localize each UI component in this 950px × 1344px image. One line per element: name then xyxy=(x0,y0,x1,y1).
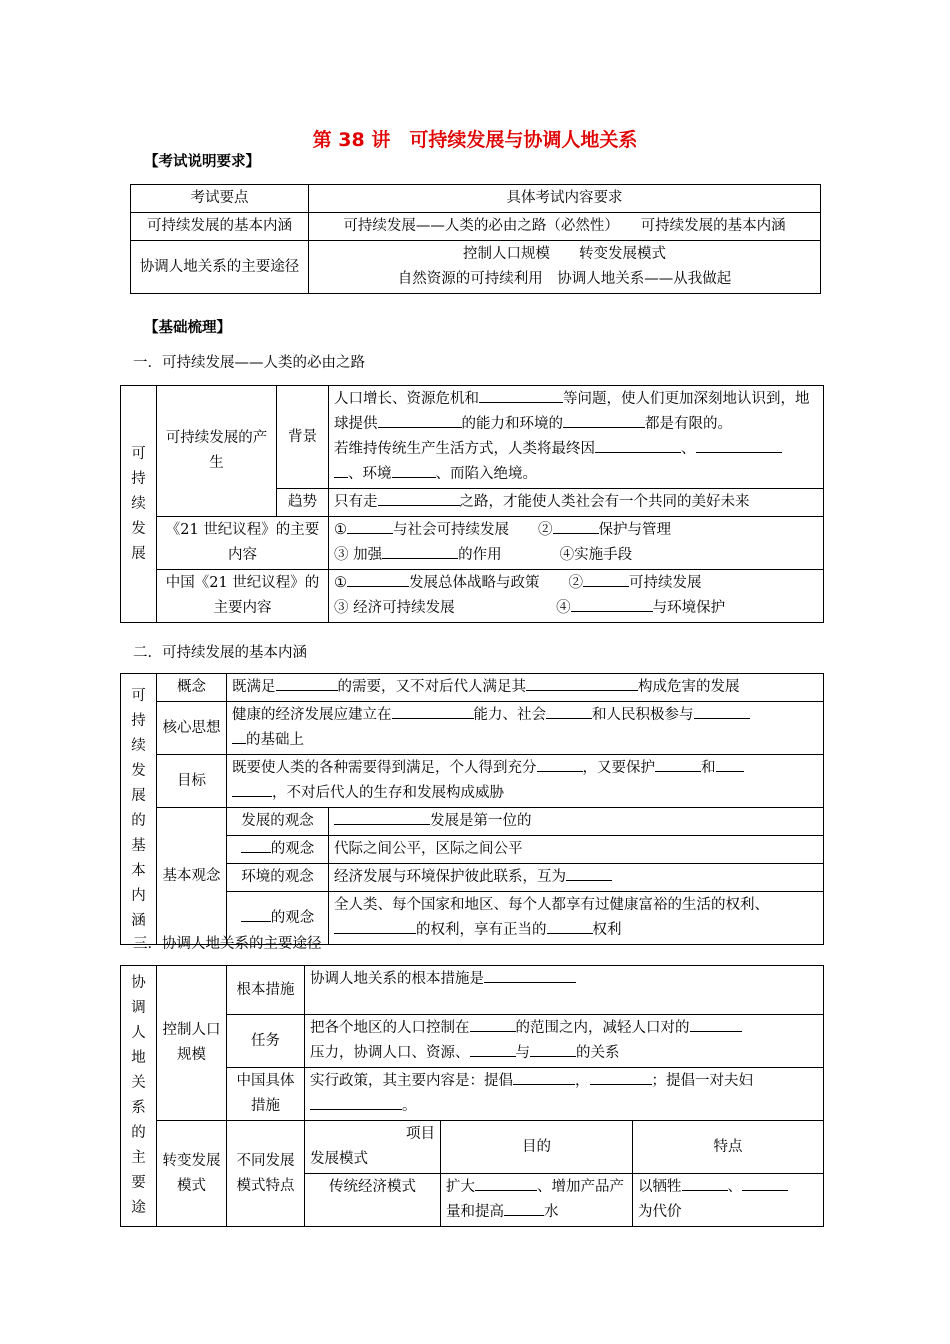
t1-china-agenda-label: 中国《21 世纪议程》的主要内容 xyxy=(157,570,329,623)
t1-trend-label: 趋势 xyxy=(277,489,329,517)
t2-fair-label: 的观念 xyxy=(227,836,329,864)
coordination-table xyxy=(120,965,824,1227)
blank[interactable] xyxy=(655,757,701,772)
blank[interactable] xyxy=(382,544,458,559)
exam-table xyxy=(130,184,821,294)
t1-origin-label: 可持续发展的产生 xyxy=(157,386,277,517)
blank[interactable] xyxy=(694,704,750,719)
exam-content-2-line1: 控制人口规模 转变发展模式 xyxy=(463,246,666,262)
blank[interactable] xyxy=(513,1070,575,1085)
t2-goal-label: 目标 xyxy=(157,755,227,808)
t3-task-label: 任务 xyxy=(227,1015,305,1068)
exam-point-2: 协调人地关系的主要途径 xyxy=(131,241,309,294)
blank[interactable] xyxy=(526,676,638,691)
t1-background-label: 背景 xyxy=(277,386,329,489)
t3-traditional-purpose: 扩大 、增加产品产量和提高 水 xyxy=(441,1174,633,1227)
blank[interactable] xyxy=(716,757,744,772)
t2-basic-label: 基本观念 xyxy=(157,808,227,945)
blank[interactable] xyxy=(742,1176,788,1191)
t2-x-label: 的观念 xyxy=(227,892,329,945)
blank[interactable] xyxy=(566,866,612,881)
t1-trend-content: 只有走 之路，才能使人类社会有一个共同的美好未来 xyxy=(329,489,824,517)
blank[interactable] xyxy=(334,463,348,478)
blank[interactable] xyxy=(546,704,592,719)
t2-dev-content: 发展是第一位的 xyxy=(329,808,824,836)
t3-purpose-header: 目的 xyxy=(441,1121,633,1174)
blank[interactable] xyxy=(232,729,246,744)
t1-agenda-label: 《21 世纪议程》的主要内容 xyxy=(157,517,329,570)
exam-table-header-content: 具体考试内容要求 xyxy=(309,185,821,213)
t3-china-label: 中国具体措施 xyxy=(227,1068,305,1121)
blank[interactable] xyxy=(241,907,271,922)
blank[interactable] xyxy=(378,491,460,506)
t2-concept-content: 既满足 的需要，又不对后代人满足其 构成危害的发展 xyxy=(227,674,824,702)
blank[interactable] xyxy=(690,1017,742,1032)
blank[interactable] xyxy=(310,1095,402,1110)
t2-dev-label: 发展的观念 xyxy=(227,808,329,836)
blank[interactable] xyxy=(241,838,271,853)
blank[interactable] xyxy=(392,704,474,719)
blank[interactable] xyxy=(595,438,681,453)
blank[interactable] xyxy=(470,1017,516,1032)
blank[interactable] xyxy=(696,438,782,453)
exam-content-2 xyxy=(309,241,821,294)
blank[interactable] xyxy=(334,810,430,825)
t3-item-mode-header xyxy=(305,1121,441,1174)
blank[interactable] xyxy=(479,388,563,403)
t3-china-content: 实行政策，其主要内容是：提倡 ， ；提倡一对夫妇。 xyxy=(305,1068,824,1121)
exam-content-2-line2: 自然资源的可持续利用 协调人地关系——从我做起 xyxy=(397,271,732,287)
blank[interactable] xyxy=(590,1070,652,1085)
t1-background-content: 人口增长、资源危机和 等问题，使人们更加深刻地认识到，地球提供 的能力和环境的 都是有限的。 若维持传统生产生活方式，人类将最终因 、 、环境 、而陷入绝境。 xyxy=(329,386,824,489)
t2-goal-content: 既要使人类的各种需要得到满足，个人得到充分 ，又要保护 和 ，不对后代人的生存和发展构成威胁 xyxy=(227,755,824,808)
t1-agenda-content: ① 与社会可持续发展 ② 保护与管理 ③ 加强 的作用 ④实施手段 xyxy=(329,517,824,570)
blank[interactable] xyxy=(475,1176,537,1191)
t1-side-label: 可持续发展 xyxy=(121,386,157,623)
blank[interactable] xyxy=(484,968,576,983)
t2-core-content: 健康的经济发展应建立在 能力、社会 和人民积极参与 的基础上 xyxy=(227,702,824,755)
t3-side-label: 协调人地关系的主要途 xyxy=(121,966,157,1227)
blank[interactable] xyxy=(347,572,409,587)
t2-env-label: 环境的观念 xyxy=(227,864,329,892)
section-1-heading: 一．可持续发展——人类的必由之路 xyxy=(133,355,365,371)
t2-side-label: 可持续发展的基本内涵 xyxy=(121,674,157,945)
blank[interactable] xyxy=(334,919,416,934)
t3-task-content: 把各个地区的人口控制在 的范围之内，减轻人口对的 压力，协调人口、资源、 与 的关系 xyxy=(305,1015,824,1068)
blank[interactable] xyxy=(530,1042,576,1057)
t3-root-content: 协调人地关系的根本措施是 xyxy=(305,966,824,1015)
t3-transform-label: 转变发展模式 xyxy=(157,1121,227,1227)
exam-point-1: 可持续发展的基本内涵 xyxy=(131,213,309,241)
blank[interactable] xyxy=(563,413,645,428)
t3-traditional-feature: 以牺牲 、 为代价 xyxy=(633,1174,824,1227)
sustainable-development-table xyxy=(120,385,824,623)
blank[interactable] xyxy=(682,1176,728,1191)
t3-feature-header: 特点 xyxy=(633,1121,824,1174)
basics-heading: 【基础梳理】 xyxy=(144,320,231,336)
blank[interactable] xyxy=(547,919,593,934)
blank[interactable] xyxy=(276,676,338,691)
section-3-heading: 三．协调人地关系的主要途径 xyxy=(133,936,322,952)
t3-traditional-label: 传统经济模式 xyxy=(305,1174,441,1227)
exam-requirements-heading: 【考试说明要求】 xyxy=(144,154,260,170)
blank[interactable] xyxy=(537,757,583,772)
t1-china-agenda-content: ① 发展总体战略与政策 ② 可持续发展 ③ 经济可持续发展 ④ 与环境保护 xyxy=(329,570,824,623)
blank[interactable] xyxy=(504,1201,544,1216)
basic-connotation-table xyxy=(120,673,824,945)
blank[interactable] xyxy=(392,463,436,478)
page-title: 第 38 讲 可持续发展与协调人地关系 xyxy=(312,129,638,151)
t2-core-label: 核心思想 xyxy=(157,702,227,755)
blank[interactable] xyxy=(571,597,653,612)
blank[interactable] xyxy=(378,413,462,428)
blank[interactable] xyxy=(470,1042,516,1057)
t3-diff-label: 不同发展模式特点 xyxy=(227,1121,305,1227)
blank[interactable] xyxy=(553,519,599,534)
t3-mode-header: 发展模式 xyxy=(310,1151,368,1167)
blank[interactable] xyxy=(232,782,272,797)
t2-fair-content: 代际之间公平，区际之间公平 xyxy=(329,836,824,864)
t3-control-label: 控制人口规模 xyxy=(157,966,227,1121)
section-2-heading: 二．可持续发展的基本内涵 xyxy=(133,645,307,661)
blank[interactable] xyxy=(347,519,393,534)
t3-root-label: 根本措施 xyxy=(227,966,305,1015)
t2-concept-label: 概念 xyxy=(157,674,227,702)
t3-item-header: 项目 xyxy=(406,1126,435,1142)
exam-content-1: 可持续发展——人类的必由之路（必然性） 可持续发展的基本内涵 xyxy=(309,213,821,241)
t2-x-content: 全人类、每个国家和地区、每个人都享有过健康富裕的生活的权利、的权利，享有正当的 权利 xyxy=(329,892,824,945)
blank[interactable] xyxy=(583,572,629,587)
exam-table-header-points: 考试要点 xyxy=(131,185,309,213)
t2-env-content: 经济发展与环境保护彼此联系，互为 xyxy=(329,864,824,892)
